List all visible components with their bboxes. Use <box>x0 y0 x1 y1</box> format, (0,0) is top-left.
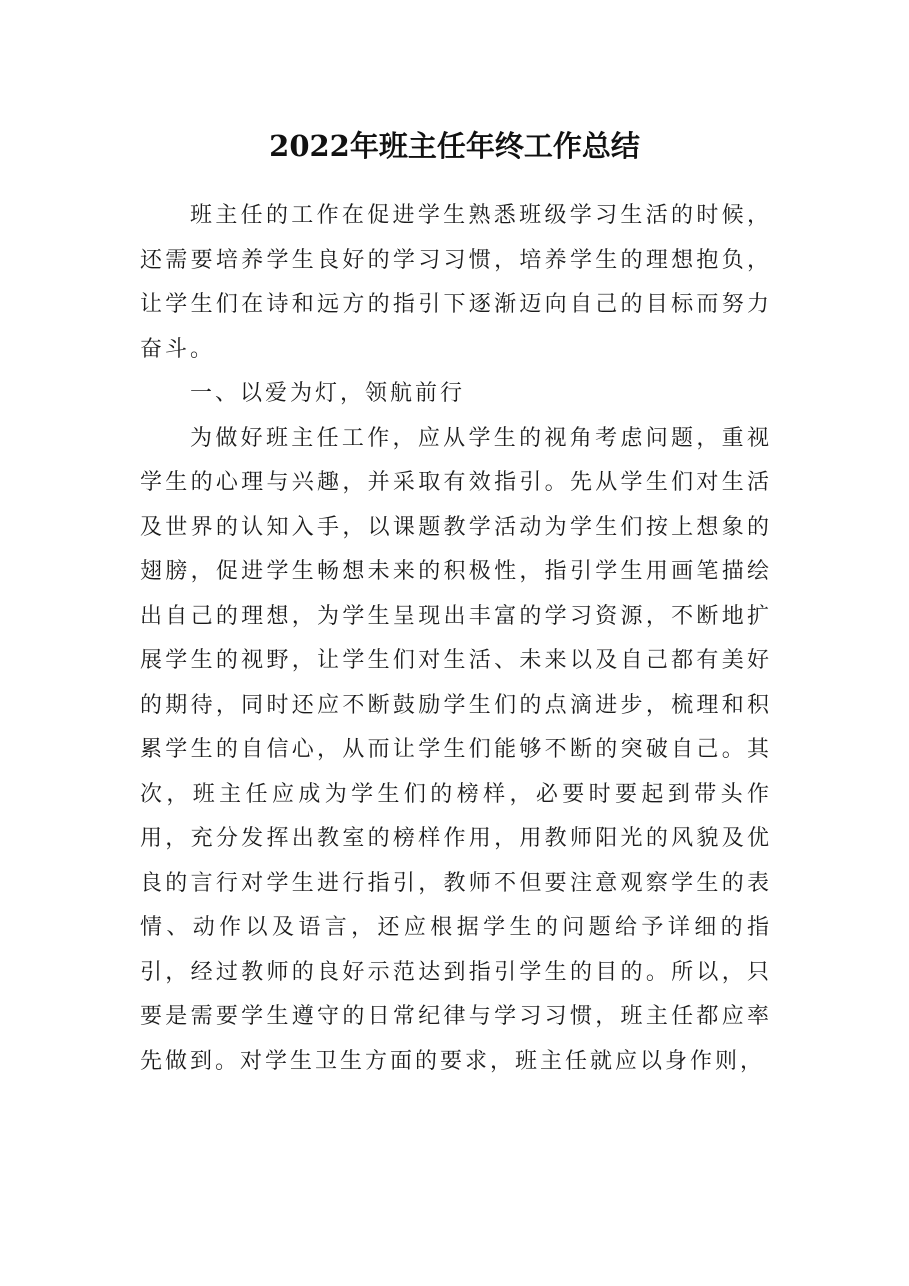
document-body <box>140 194 772 1084</box>
section-heading: 一、以爱为灯，领航前行 <box>190 381 466 406</box>
section-paragraph: 为做好班主任工作，应从学生的视角考虑问题，重视学生的心理与兴趣，并采取有效指引。先从学生们对生活及世界的认知入手，以课题教学活动为学生们按上想象的翅膀，促进学生畅想未来的积极性，指引学生用画笔描绘出自己的理想，为学生呈现出丰富的学习资源，不断地扩展学生的视野，让学生们对生活、未来以及自己都有美好的期待，同时还应不断鼓励学生们的点滴进步，梳理和积累学生的自信心，从而让学生们能够不断的突破自己。其次，班主任应成为学生们的榜样，必要时要起到带头作用，充分发挥出教室的榜样作用，用教师阳光的风貌及优良的言行对学生进行指引，教师不但要注意观察学生的表情、动作以及语言，还应根据学生的问题给予详细的指引，经过教师的良好示范达到指引学生的目的。所以，只要是需要学生遵守的日常纪律与学习习惯，班主任都应率先做到。对学生卫生方面的要求，班主任就应以身作则， <box>140 425 772 1074</box>
document-title: 2022年班主任年终工作总结 <box>269 129 640 163</box>
intro-paragraph: 班主任的工作在促进学生熟悉班级学习生活的时候，还需要培养学生良好的学习习惯，培养学生的理想抱负，让学生们在诗和远方的指引下逐渐迈向自己的目标而努力奋斗。 <box>140 203 772 362</box>
